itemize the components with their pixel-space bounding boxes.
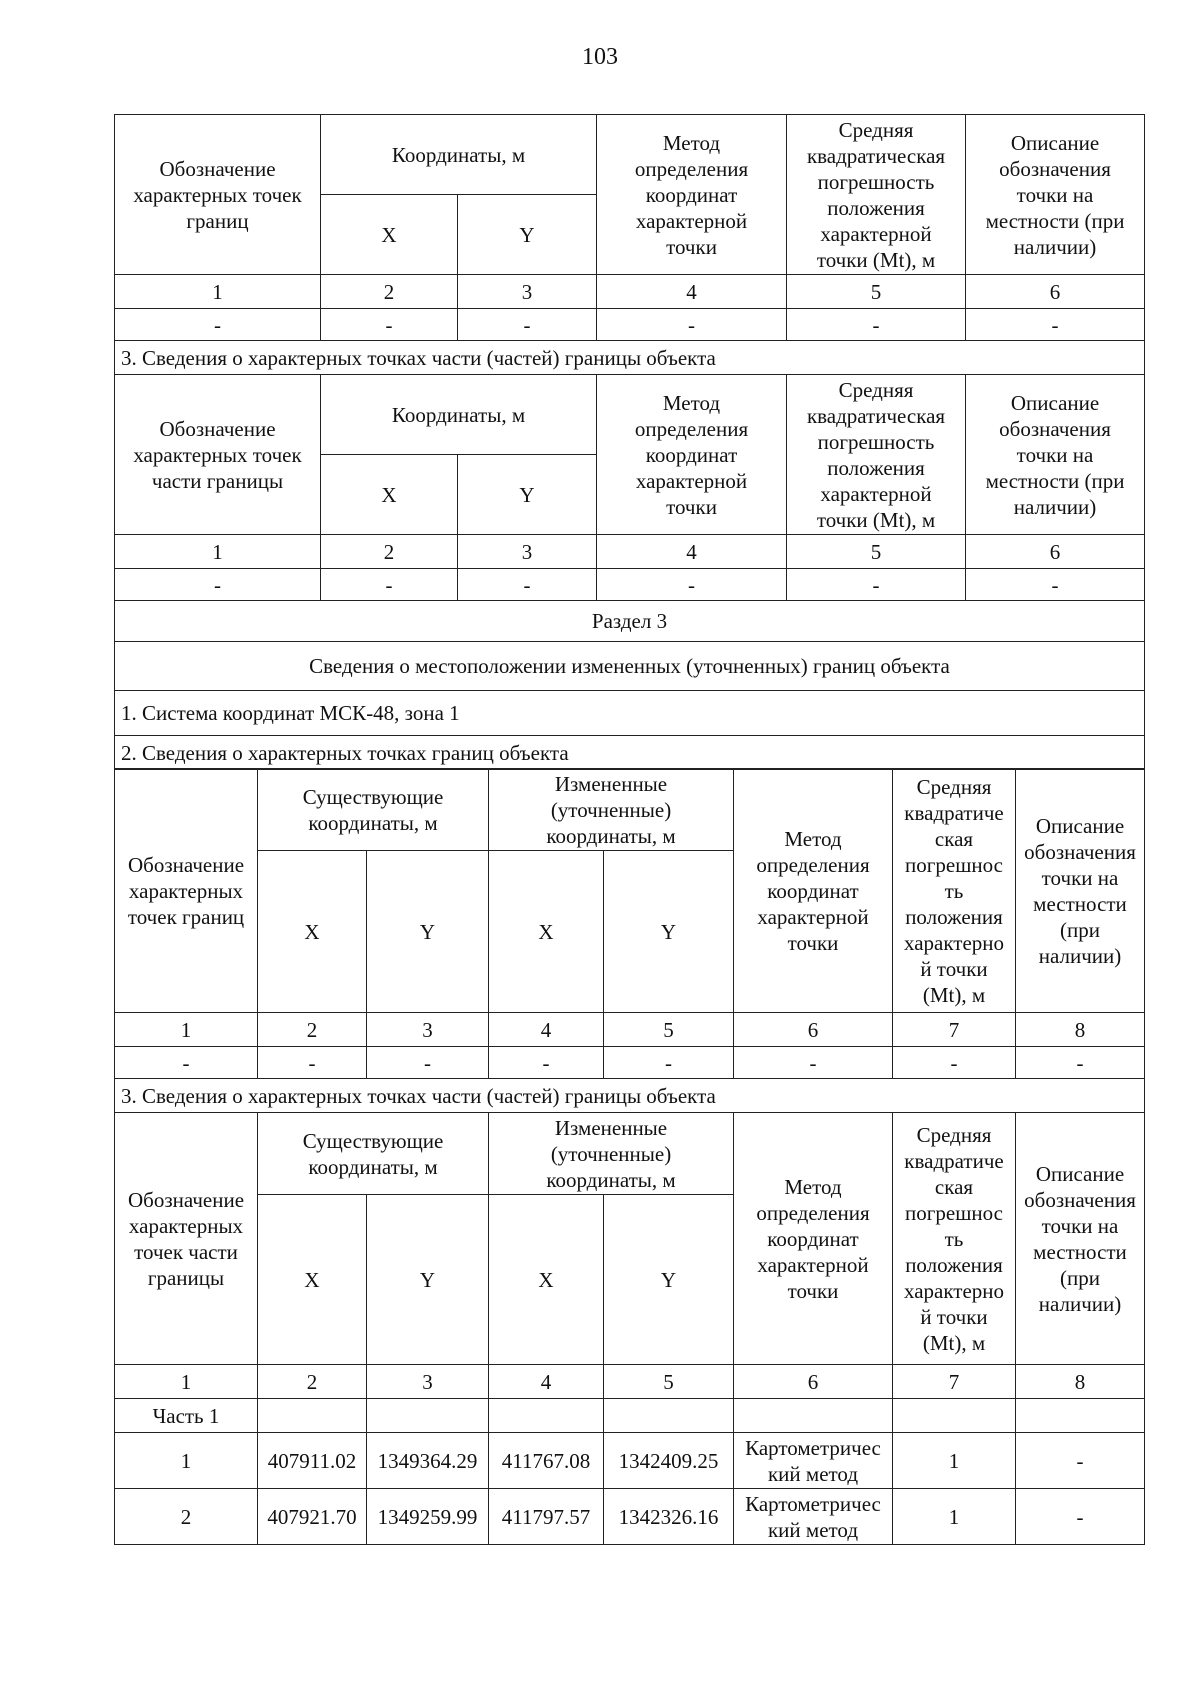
- header-changed-coordinates: Измененные (уточненные) координаты, м: [489, 769, 734, 851]
- table-cell: -: [321, 309, 458, 341]
- table-cell: -: [597, 309, 787, 341]
- column-numbers-row: [115, 1365, 1145, 1399]
- header-y: Y: [458, 455, 597, 535]
- changed-y-value: 1342326.16: [604, 1489, 734, 1545]
- header-y: Y: [458, 195, 597, 275]
- header-description: Описание обозначения точки на местности (при наличии): [966, 115, 1145, 275]
- header-x: X: [321, 455, 458, 535]
- table-cell: -: [115, 569, 321, 601]
- header-changed-x: X: [489, 851, 604, 1013]
- col-number: 8: [1016, 1013, 1145, 1047]
- header-existing-coordinates: Существующие координаты, м: [258, 769, 489, 851]
- col-number: 1: [115, 1013, 258, 1047]
- section-heading-changed-parts: 3. Сведения о характерных точках части (частей) границы объекта: [115, 1079, 1145, 1113]
- section-title: Раздел 3: [115, 601, 1145, 642]
- table-cell: -: [1016, 1047, 1145, 1079]
- table-cell: -: [597, 569, 787, 601]
- col-number: 7: [893, 1365, 1016, 1399]
- column-numbers-row: [115, 275, 1145, 309]
- header-designation: Обозначение характерных точек границ: [115, 769, 258, 1013]
- description-value: -: [1016, 1489, 1145, 1545]
- table-cell: -: [321, 569, 458, 601]
- col-number: 2: [258, 1365, 367, 1399]
- col-number: 8: [1016, 1365, 1145, 1399]
- header-changed-x: X: [489, 1195, 604, 1365]
- column-numbers-row: [115, 1013, 1145, 1047]
- table-cell: -: [893, 1047, 1016, 1079]
- section-subtitle: Сведения о местоположении измененных (уточненных) границ объекта: [115, 642, 1145, 691]
- header-changed-y: Y: [604, 1195, 734, 1365]
- changed-x-value: 411767.08: [489, 1433, 604, 1489]
- table-cell: -: [115, 1047, 258, 1079]
- table-cell: -: [787, 569, 966, 601]
- header-description: Описание обозначения точки на местности (при наличии): [1016, 769, 1145, 1013]
- col-number: 4: [597, 535, 787, 569]
- header-x: X: [321, 195, 458, 275]
- header-designation: Обозначение характерных точек границ: [115, 115, 321, 275]
- page-number: 103: [582, 44, 618, 70]
- header-existing-y: Y: [367, 851, 489, 1013]
- header-existing-coordinates: Существующие координаты, м: [258, 1113, 489, 1195]
- table-cell: -: [115, 309, 321, 341]
- changed-boundary-points-table: [114, 768, 1145, 1545]
- header-existing-x: X: [258, 851, 367, 1013]
- method-value: Картометричес кий метод: [734, 1433, 893, 1489]
- existing-y-value: 1349364.29: [367, 1433, 489, 1489]
- col-number: 1: [115, 1365, 258, 1399]
- col-number: 3: [367, 1365, 489, 1399]
- col-number: 2: [321, 275, 458, 309]
- header-description: Описание обозначения точки на местности (при наличии): [966, 375, 1145, 535]
- changed-x-value: 411797.57: [489, 1489, 604, 1545]
- part-row: [115, 1399, 1145, 1433]
- col-number: 4: [489, 1013, 604, 1047]
- table-cell: -: [367, 1047, 489, 1079]
- table-row: [115, 309, 1145, 341]
- existing-y-value: 1349259.99: [367, 1489, 489, 1545]
- table-cell: [1016, 1399, 1145, 1433]
- description-value: -: [1016, 1433, 1145, 1489]
- header-error: Средняя квадратиче ская погрешнос ть положения характерно й точки (Mt), м: [893, 1113, 1016, 1365]
- col-number: 3: [458, 535, 597, 569]
- table-cell: [367, 1399, 489, 1433]
- error-value: 1: [893, 1433, 1016, 1489]
- table-row: [115, 1433, 1145, 1489]
- col-number: 3: [458, 275, 597, 309]
- existing-x-value: 407921.70: [258, 1489, 367, 1545]
- header-existing-x: X: [258, 1195, 367, 1365]
- header-method: Метод определения координат характерной точки: [597, 375, 787, 535]
- table-cell: -: [787, 309, 966, 341]
- point-id: 2: [115, 1489, 258, 1545]
- error-value: 1: [893, 1489, 1016, 1545]
- header-changed-y: Y: [604, 851, 734, 1013]
- method-value: Картометричес кий метод: [734, 1489, 893, 1545]
- header-method: Метод определения координат характерной точки: [734, 1113, 893, 1365]
- col-number: 6: [966, 535, 1145, 569]
- header-error: Средняя квадратическая погрешность положения характерной точки (Mt), м: [787, 115, 966, 275]
- section-heading-parts: 3. Сведения о характерных точках части (частей) границы объекта: [115, 341, 1145, 375]
- point-id: 1: [115, 1433, 258, 1489]
- header-description: Описание обозначения точки на местности (при наличии): [1016, 1113, 1145, 1365]
- table-cell: [893, 1399, 1016, 1433]
- col-number: 2: [321, 535, 458, 569]
- col-number: 5: [604, 1013, 734, 1047]
- section-heading-points: 2. Сведения о характерных точках границ объекта: [115, 736, 1145, 770]
- table-cell: -: [258, 1047, 367, 1079]
- col-number: 1: [115, 275, 321, 309]
- table-cell: -: [966, 569, 1145, 601]
- col-number: 6: [734, 1365, 893, 1399]
- col-number: 4: [489, 1365, 604, 1399]
- col-number: 4: [597, 275, 787, 309]
- col-number: 1: [115, 535, 321, 569]
- table-cell: [604, 1399, 734, 1433]
- boundary-points-table: [114, 114, 1145, 770]
- col-number: 7: [893, 1013, 1016, 1047]
- document-sheet: [114, 114, 1144, 1545]
- col-number: 5: [604, 1365, 734, 1399]
- col-number: 5: [787, 535, 966, 569]
- header-designation: Обозначение характерных точек части границы: [115, 1113, 258, 1365]
- table-cell: [258, 1399, 367, 1433]
- col-number: 6: [734, 1013, 893, 1047]
- table-cell: -: [458, 569, 597, 601]
- table-cell: -: [489, 1047, 604, 1079]
- col-number: 2: [258, 1013, 367, 1047]
- header-changed-coordinates: Измененные (уточненные) координаты, м: [489, 1113, 734, 1195]
- header-error: Средняя квадратиче ская погрешнос ть положения характерно й точки (Mt), м: [893, 769, 1016, 1013]
- changed-y-value: 1342409.25: [604, 1433, 734, 1489]
- column-numbers-row: [115, 535, 1145, 569]
- existing-x-value: 407911.02: [258, 1433, 367, 1489]
- table-cell: [734, 1399, 893, 1433]
- header-existing-y: Y: [367, 1195, 489, 1365]
- header-method: Метод определения координат характерной точки: [734, 769, 893, 1013]
- table-cell: -: [966, 309, 1145, 341]
- part-label: Часть 1: [115, 1399, 258, 1433]
- table-row: [115, 1489, 1145, 1545]
- table-row: [115, 1047, 1145, 1079]
- table-cell: [489, 1399, 604, 1433]
- table-cell: -: [458, 309, 597, 341]
- header-coordinates: Координаты, м: [321, 375, 597, 455]
- table-cell: -: [604, 1047, 734, 1079]
- coordinate-system: 1. Система координат МСК-48, зона 1: [115, 691, 1145, 736]
- header-designation: Обозначение характерных точек части границы: [115, 375, 321, 535]
- table-row: [115, 569, 1145, 601]
- header-error: Средняя квадратическая погрешность положения характерной точки (Mt), м: [787, 375, 966, 535]
- header-coordinates: Координаты, м: [321, 115, 597, 195]
- table-cell: -: [734, 1047, 893, 1079]
- col-number: 3: [367, 1013, 489, 1047]
- col-number: 6: [966, 275, 1145, 309]
- header-method: Метод определения координат характерной точки: [597, 115, 787, 275]
- col-number: 5: [787, 275, 966, 309]
